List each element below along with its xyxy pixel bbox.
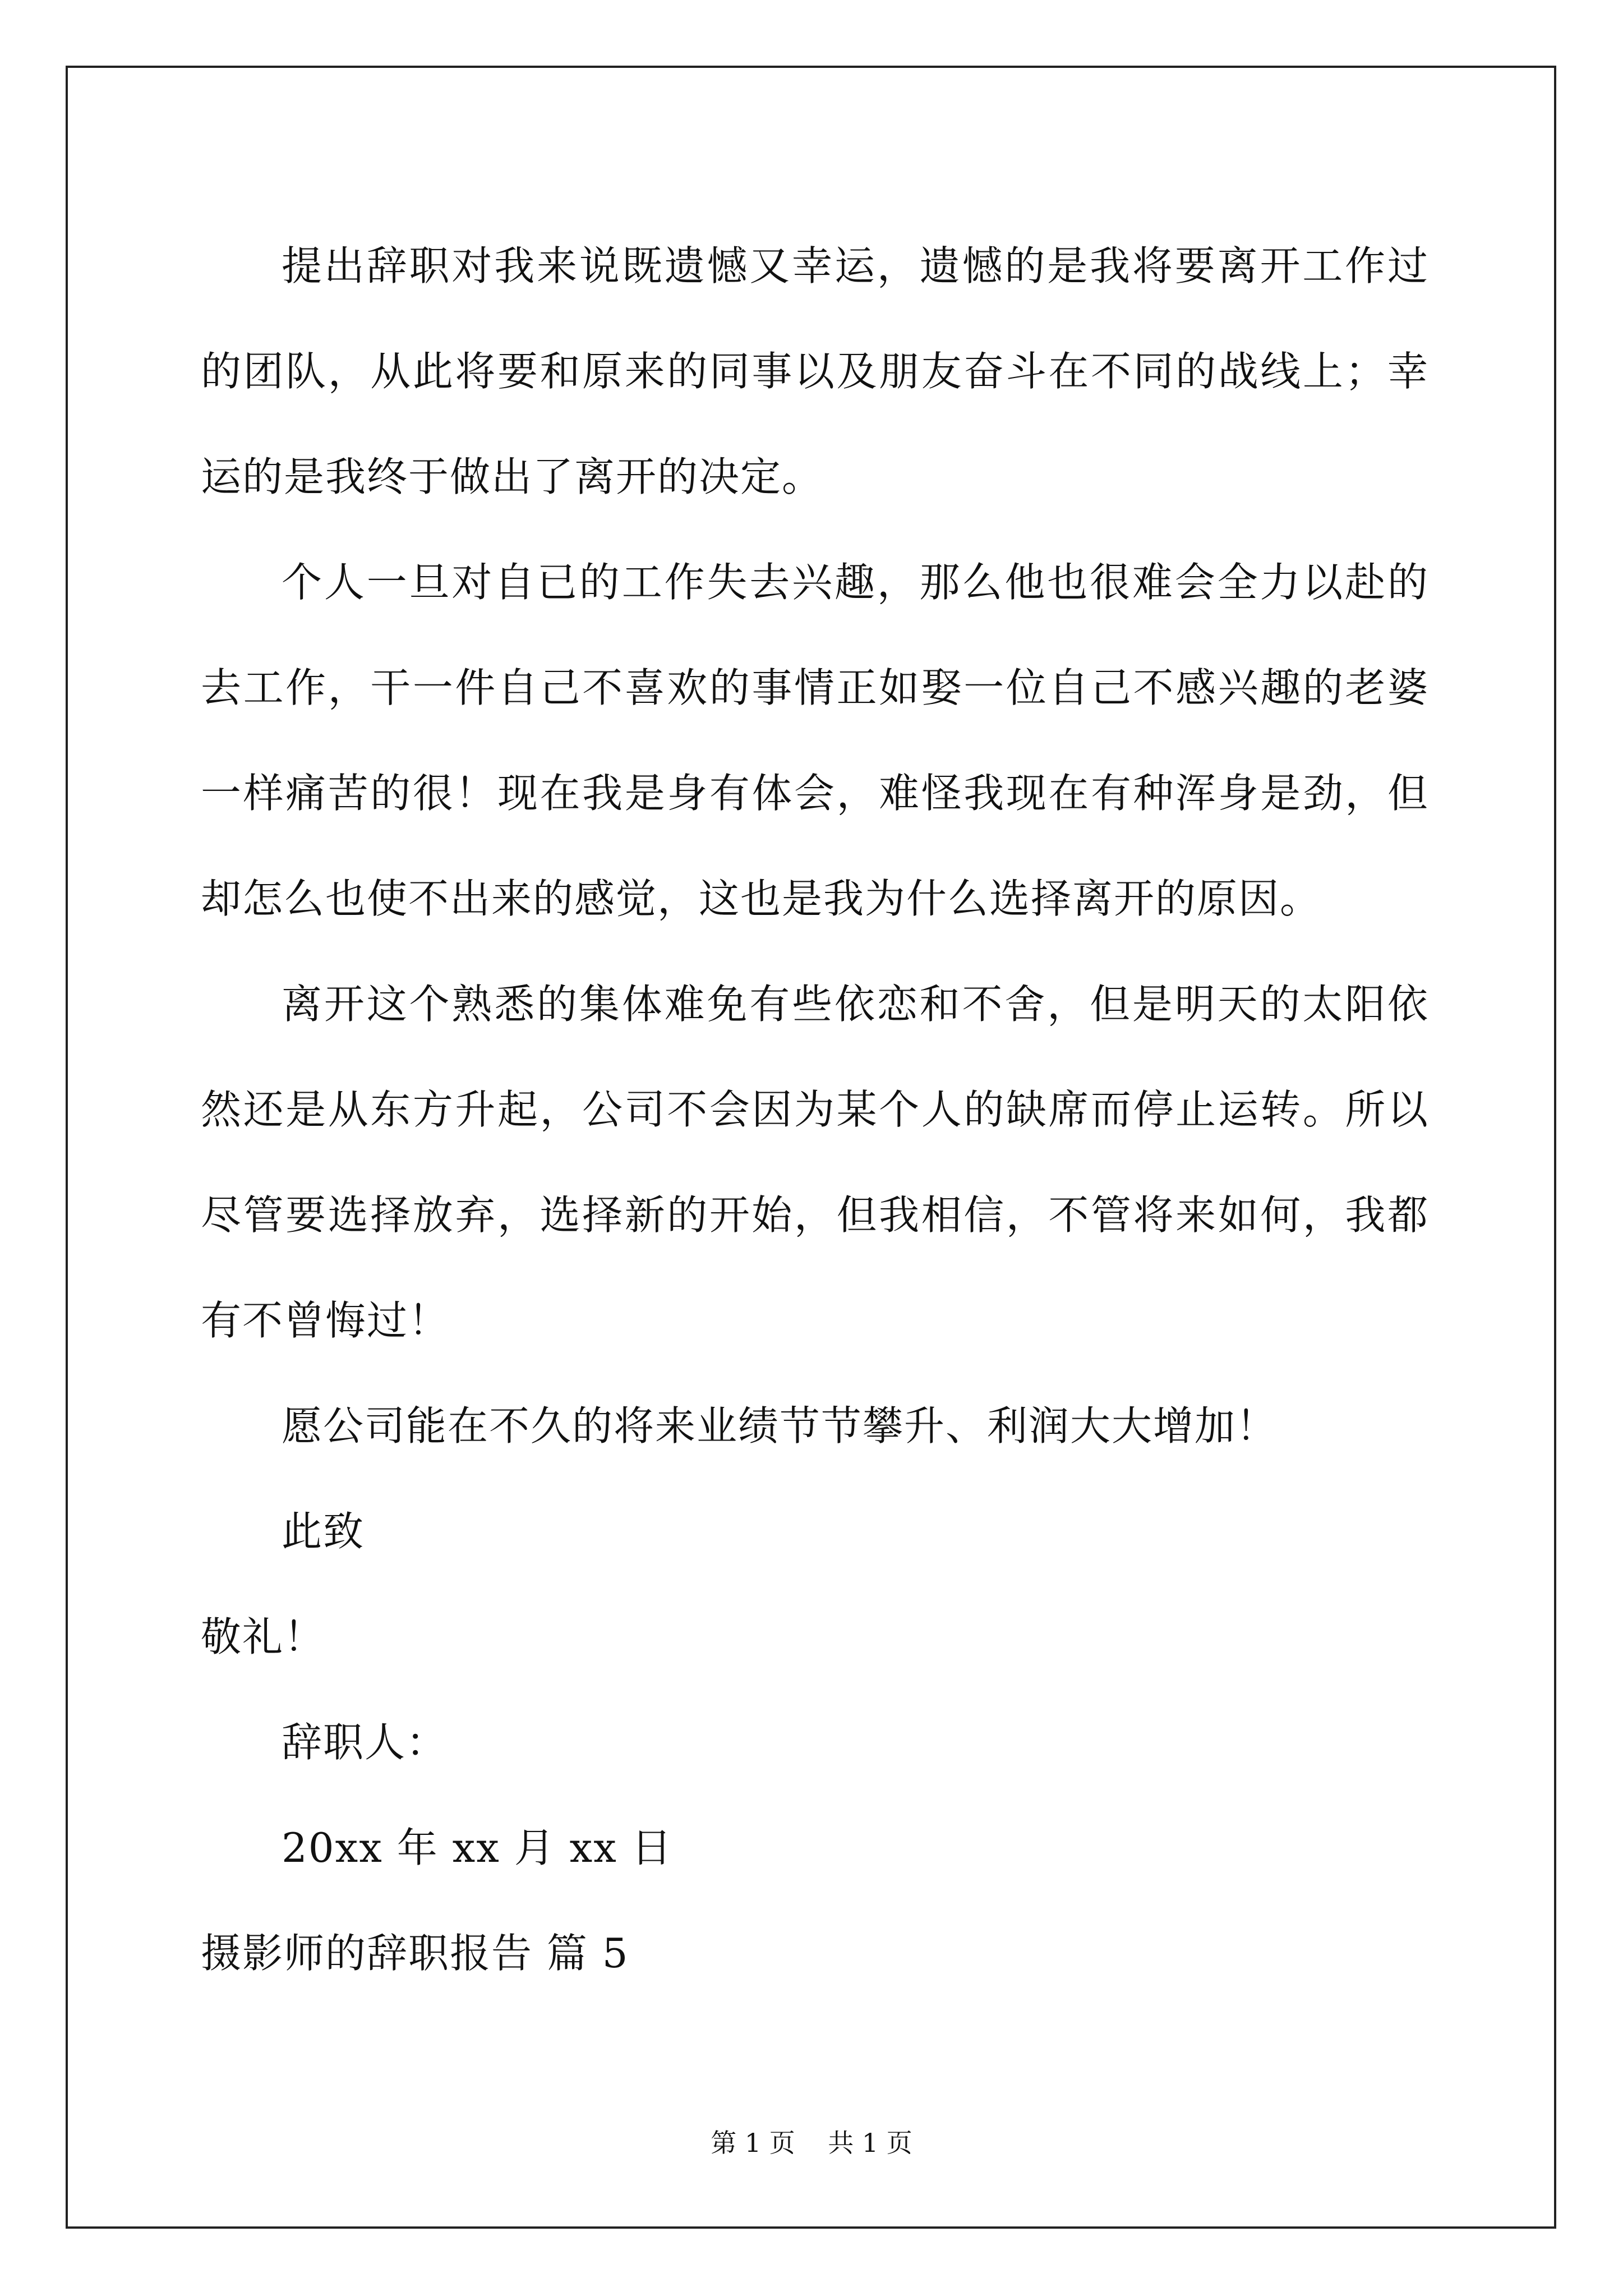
paragraph-2: 个人一旦对自已的工作失去兴趣，那么他也很难会全力以赴的去工作，干一件自己不喜欢的事情正如娶一位自己不感兴趣的老婆一样痛苦的很！现在我是身有体会，难怪我现在有种浑身是劲，但却怎么也使不出来的感觉，这也是我为什么选择离开的原因。 [201,559,1429,922]
salutation: 敬礼！ [201,1613,326,1660]
next-section-title: 摄影师的辞职报告 篇 5 [201,1930,629,1977]
signer-label: 辞职人： [282,1719,448,1766]
date-line: 20xx 年 xx 月 xx 日 [282,1824,673,1871]
paragraph-1: 提出辞职对我来说既遗憾又幸运，遗憾的是我将要离开工作过的团队，从此将要和原来的同事以及朋友奋斗在不同的战线上；幸运的是我终于做出了离开的决定。 [201,242,1429,500]
page-footer: 第 1 页 共 1 页 [711,2128,912,2158]
closing-phrase: 此致 [282,1508,365,1555]
paragraph-3: 离开这个熟悉的集体难免有些依恋和不舍，但是明天的太阳依然还是从东方升起，公司不会因为某个人的缺席而停止运转。所以尽管要选择放弃，选择新的开始，但我相信，不管将来如何，我都有不曾悔过！ [201,981,1429,1344]
document-body [201,213,1429,2006]
paragraph-4: 愿公司能在不久的将来业绩节节攀升、利润大大增加！ [282,1402,1278,1450]
